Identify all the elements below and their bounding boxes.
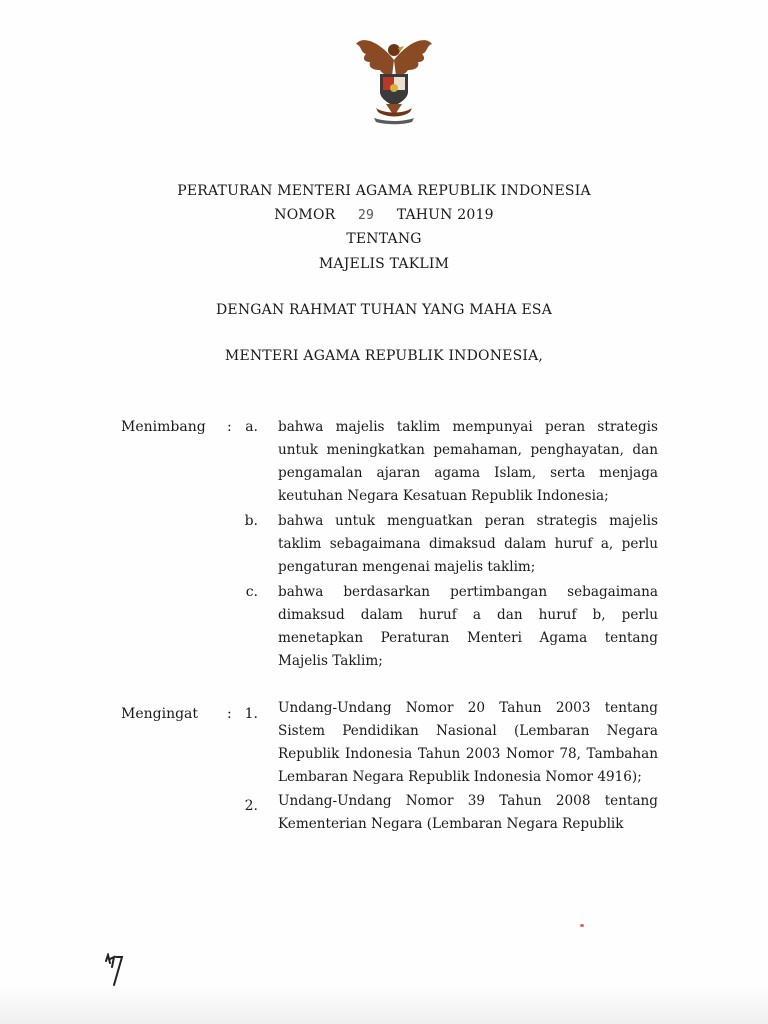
mengingat-item-2: Undang-Undang Nomor 39 Tahun 2008 tentang Kementerian Negara (Lembaran Negara Republik [278,793,658,832]
menteri-line: MENTERI AGAMA REPUBLIK INDONESIA, [224,348,544,364]
mengingat-item-1: Undang-Undang Nomor 20 Tahun 2003 tentang Sistem Pendidikan Nasional (Lembaran Negara Republik Indonesia Tahun 2003 Nomor 78, Tambahan Lembaran Negara Republik Indonesia Nomor 4916); [278,700,658,785]
garuda-emblem-icon [348,30,440,126]
initial-signature-icon [104,953,128,987]
mengingat-marker-1: 1. [244,706,258,722]
regulation-title: PERATURAN MENTERI AGAMA REPUBLIK INDONESIA [177,183,591,199]
regulation-subject: MAJELIS TAKLIM [318,256,450,272]
menimbang-label: Menimbang [121,419,206,435]
mengingat-colon: : [227,706,232,722]
menimbang-marker-b: b. [244,513,258,529]
menimbang-item-b: bahwa untuk menguatkan peran strategis majelis taklim sebagaimana dimaksud dalam huruf a, perlu pengaturan mengenai majelis taklim; [278,513,658,575]
menimbang-marker-a: a. [245,419,258,435]
mengingat-label: Mengingat [121,706,199,722]
menimbang-marker-c: c. [245,584,258,600]
nomor-value: 29 [358,208,375,223]
tahun-label: TAHUN 2019 [396,207,494,223]
tentang-label: TENTANG [346,231,422,247]
menimbang-colon: : [227,419,232,435]
mengingat-marker-2: 2. [244,798,258,814]
ink-speck [580,924,584,927]
regulation-number [0,207,768,223]
rahmat-line: DENGAN RAHMAT TUHAN YANG MAHA ESA [215,302,553,318]
nomor-label: NOMOR [274,207,336,223]
menimbang-item-c: bahwa berdasarkan pertimbangan sebagaimana dimaksud dalam huruf a dan huruf b, perlu menetapkan Peraturan Menteri Agama tentang Majelis Taklim; [278,584,658,669]
scan-edge-shadow [0,984,768,1024]
menimbang-item-a: bahwa majelis taklim mempunyai peran strategis untuk meningkatkan pemahaman, penghayatan, dan pengamalan ajaran agama Islam, serta menjaga keutuhan Negara Kesatuan Republik Indonesia; [278,419,658,504]
